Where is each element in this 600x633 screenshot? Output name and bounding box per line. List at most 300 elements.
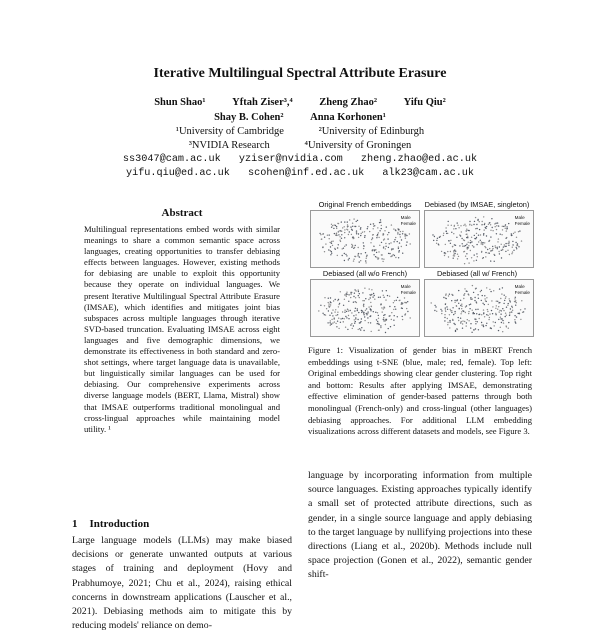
scatter-point	[473, 329, 474, 330]
scatter-point	[358, 237, 359, 238]
scatter-point	[358, 312, 359, 313]
scatter-point	[474, 300, 475, 301]
scatter-point	[440, 309, 441, 310]
scatter-point	[381, 242, 382, 243]
scatter-point	[505, 238, 506, 239]
scatter-point	[489, 248, 490, 249]
scatter-point	[363, 304, 364, 305]
scatter-point	[484, 242, 485, 243]
scatter-point	[383, 320, 384, 321]
scatter-point	[398, 257, 399, 258]
scatter-point	[447, 318, 448, 319]
scatter-point	[343, 321, 344, 322]
scatter-point	[487, 309, 488, 310]
tsne-panel	[424, 279, 534, 337]
author: Shay B. Cohen²	[214, 112, 284, 123]
scatter-point	[523, 311, 524, 312]
scatter-point	[340, 318, 341, 319]
scatter-point	[387, 234, 388, 235]
scatter-point	[500, 298, 501, 299]
scatter-point	[346, 296, 347, 297]
scatter-point	[327, 235, 328, 236]
scatter-point	[378, 251, 379, 252]
scatter-point	[489, 222, 490, 223]
scatter-point	[495, 313, 496, 314]
scatter-point	[470, 240, 471, 241]
scatter-point	[503, 310, 504, 311]
scatter-point	[499, 288, 500, 289]
scatter-point	[410, 243, 411, 244]
scatter-point	[377, 312, 378, 313]
scatter-point	[511, 233, 512, 234]
scatter-point	[486, 297, 487, 298]
scatter-point	[434, 310, 435, 311]
scatter-point	[406, 245, 407, 246]
scatter-point	[366, 313, 367, 314]
scatter-point	[508, 322, 509, 323]
scatter-point	[494, 261, 495, 262]
scatter-point	[351, 234, 352, 235]
scatter-point	[318, 310, 319, 311]
scatter-point	[467, 247, 468, 248]
scatter-point	[319, 233, 320, 234]
scatter-point	[469, 304, 470, 305]
scatter-point	[328, 303, 329, 304]
scatter-point	[454, 302, 455, 303]
scatter-point	[461, 321, 462, 322]
scatter-point	[473, 246, 474, 247]
scatter-point	[485, 325, 486, 326]
scatter-point	[390, 256, 391, 257]
scatter-point	[472, 285, 473, 286]
scatter-point	[473, 292, 474, 293]
scatter-point	[329, 242, 330, 243]
scatter-point	[324, 251, 325, 252]
scatter-point	[384, 307, 385, 308]
scatter-point	[474, 221, 475, 222]
scatter-point	[465, 245, 466, 246]
scatter-point	[515, 242, 516, 243]
scatter-point	[474, 235, 475, 236]
scatter-point	[350, 310, 351, 311]
scatter-point	[404, 314, 405, 315]
scatter-point	[343, 248, 344, 249]
scatter-point	[347, 309, 348, 310]
scatter-point	[481, 324, 482, 325]
scatter-point	[367, 311, 368, 312]
scatter-point	[335, 235, 336, 236]
scatter-point	[332, 309, 333, 310]
scatter-point	[398, 246, 399, 247]
scatter-point	[505, 313, 506, 314]
scatter-point	[376, 252, 377, 253]
scatter-point	[363, 306, 364, 307]
scatter-point	[479, 314, 480, 315]
scatter-point	[462, 328, 463, 329]
scatter-point	[502, 308, 503, 309]
scatter-point	[381, 228, 382, 229]
introduction-text-col2: language by incorporating information from multiple source languages. Existing approaches typically identify a small set of protected attribute directions, such as gender, in a single source language and apply debiasing to the target language by nullifying projections into these directions (Liang et al., 2020b). Methods include null space projection (Gonen et al., 2022), semantic gender shift-	[308, 470, 533, 581]
scatter-point	[467, 319, 468, 320]
scatter-point	[355, 290, 356, 291]
scatter-point	[516, 247, 517, 248]
scatter-point	[336, 326, 337, 327]
scatter-point	[362, 300, 363, 301]
scatter-point	[348, 315, 349, 316]
scatter-point	[483, 326, 484, 327]
scatter-point	[516, 237, 517, 238]
scatter-point	[498, 330, 499, 331]
scatter-point	[510, 308, 511, 309]
scatter-point	[380, 297, 381, 298]
section-heading-introduction	[72, 518, 149, 530]
scatter-point	[475, 217, 476, 218]
scatter-point	[451, 225, 452, 226]
scatter-point	[483, 233, 484, 234]
scatter-point	[464, 288, 465, 289]
scatter-point	[363, 242, 364, 243]
scatter-point	[389, 253, 390, 254]
scatter-point	[453, 314, 454, 315]
scatter-point	[347, 221, 348, 222]
scatter-point	[363, 245, 364, 246]
scatter-point	[472, 310, 473, 311]
scatter-point	[400, 236, 401, 237]
scatter-point	[463, 311, 464, 312]
scatter-point	[359, 256, 360, 257]
abstract-heading: Abstract	[161, 207, 203, 219]
scatter-point	[467, 236, 468, 237]
scatter-point	[484, 316, 485, 317]
scatter-point	[458, 290, 459, 291]
scatter-point	[463, 294, 464, 295]
scatter-point	[367, 228, 368, 229]
scatter-point	[481, 243, 482, 244]
scatter-point	[458, 256, 459, 257]
scatter-point	[454, 300, 455, 301]
scatter-point	[444, 314, 445, 315]
scatter-point	[353, 260, 354, 261]
scatter-point	[455, 245, 456, 246]
scatter-point	[459, 308, 460, 309]
scatter-point	[474, 254, 475, 255]
scatter-point	[331, 312, 332, 313]
scatter-point	[345, 294, 346, 295]
scatter-point	[335, 249, 336, 250]
scatter-point	[492, 313, 493, 314]
scatter-point	[324, 314, 325, 315]
scatter-point	[495, 245, 496, 246]
scatter-point	[380, 219, 381, 220]
scatter-point	[452, 319, 453, 320]
scatter-point	[369, 294, 370, 295]
scatter-point	[346, 292, 347, 293]
scatter-point	[476, 301, 477, 302]
scatter-point	[501, 293, 502, 294]
scatter-point	[358, 254, 359, 255]
scatter-point	[335, 299, 336, 300]
scatter-point	[467, 230, 468, 231]
scatter-point	[496, 305, 497, 306]
scatter-point	[358, 295, 359, 296]
scatter-point	[464, 321, 465, 322]
scatter-point	[404, 297, 405, 298]
scatter-point	[453, 255, 454, 256]
scatter-point	[345, 327, 346, 328]
scatter-point	[371, 331, 372, 332]
scatter-point	[460, 300, 461, 301]
scatter-point	[335, 323, 336, 324]
scatter-point	[498, 238, 499, 239]
scatter-point	[449, 294, 450, 295]
scatter-point	[448, 256, 449, 257]
scatter-point	[353, 218, 354, 219]
scatter-point	[379, 222, 380, 223]
scatter-point	[330, 304, 331, 305]
scatter-point	[447, 322, 448, 323]
scatter-point	[332, 225, 333, 226]
scatter-point	[365, 310, 366, 311]
scatter-point	[445, 304, 446, 305]
scatter-point	[473, 224, 474, 225]
scatter-point	[328, 310, 329, 311]
scatter-point	[482, 303, 483, 304]
panel-legend: Male Female	[400, 284, 416, 295]
scatter-point	[503, 226, 504, 227]
scatter-point	[444, 320, 445, 321]
scatter-point	[488, 252, 489, 253]
scatter-point	[338, 223, 339, 224]
scatter-point	[461, 231, 462, 232]
scatter-point	[457, 329, 458, 330]
scatter-point	[445, 244, 446, 245]
scatter-point	[382, 261, 383, 262]
scatter-point	[376, 257, 377, 258]
scatter-point	[339, 236, 340, 237]
scatter-point	[338, 299, 339, 300]
scatter-point	[487, 315, 488, 316]
scatter-point	[342, 318, 343, 319]
scatter-point	[466, 229, 467, 230]
emails-row-1	[0, 154, 600, 165]
scatter-point	[479, 221, 480, 222]
scatter-point	[357, 310, 358, 311]
scatter-point	[371, 289, 372, 290]
scatter-point	[339, 240, 340, 241]
panel-title: Debiased (all w/ French)	[436, 269, 518, 278]
email: yifu.qiu@ed.ac.uk	[125, 168, 230, 179]
scatter-point	[344, 237, 345, 238]
scatter-point	[465, 256, 466, 257]
scatter-point	[397, 233, 398, 234]
scatter-point	[342, 255, 343, 256]
scatter-point	[358, 289, 359, 290]
scatter-point	[460, 318, 461, 319]
scatter-point	[370, 297, 371, 298]
scatter-point	[443, 235, 444, 236]
scatter-point	[445, 253, 446, 254]
scatter-point	[353, 248, 354, 249]
scatter-point	[338, 231, 339, 232]
scatter-point	[370, 224, 371, 225]
scatter-point	[488, 319, 489, 320]
author: Yifu Qiu²	[403, 97, 446, 108]
scatter-point	[407, 311, 408, 312]
scatter-point	[374, 250, 375, 251]
scatter-point	[492, 227, 493, 228]
scatter-point	[495, 322, 496, 323]
scatter-point	[391, 249, 392, 250]
scatter-point	[334, 318, 335, 319]
scatter-point	[377, 323, 378, 324]
scatter-point	[331, 227, 332, 228]
scatter-point	[480, 291, 481, 292]
scatter-point	[515, 322, 516, 323]
panel-legend: Male Female	[400, 215, 416, 226]
scatter-point	[486, 287, 487, 288]
scatter-point	[346, 229, 347, 230]
scatter-point	[325, 243, 326, 244]
scatter-point	[483, 325, 484, 326]
scatter-point	[402, 233, 403, 234]
scatter-point	[390, 326, 391, 327]
scatter-point	[346, 293, 347, 294]
scatter-point	[373, 254, 374, 255]
scatter-point	[466, 322, 467, 323]
scatter-point	[484, 295, 485, 296]
scatter-point	[364, 237, 365, 238]
scatter-point	[344, 221, 345, 222]
scatter-point	[344, 299, 345, 300]
scatter-point	[448, 295, 449, 296]
scatter-point	[483, 234, 484, 235]
scatter-point	[476, 224, 477, 225]
scatter-point	[360, 260, 361, 261]
scatter-point	[484, 298, 485, 299]
scatter-point	[386, 290, 387, 291]
scatter-point	[501, 322, 502, 323]
scatter-point	[477, 256, 478, 257]
scatter-point	[508, 328, 509, 329]
scatter-point	[349, 231, 350, 232]
scatter-point	[484, 224, 485, 225]
scatter-point	[501, 244, 502, 245]
scatter-point	[374, 299, 375, 300]
scatter-point	[344, 294, 345, 295]
scatter-point	[394, 239, 395, 240]
scatter-point	[512, 307, 513, 308]
scatter-point	[385, 320, 386, 321]
scatter-point	[338, 318, 339, 319]
scatter-point	[485, 227, 486, 228]
scatter-point	[328, 249, 329, 250]
scatter-point	[476, 237, 477, 238]
scatter-point	[461, 238, 462, 239]
email: alk23@cam.ac.uk	[382, 168, 475, 179]
scatter-point	[324, 305, 325, 306]
scatter-point	[461, 304, 462, 305]
scatter-point	[515, 297, 516, 298]
scatter-point	[489, 289, 490, 290]
scatter-point	[351, 323, 352, 324]
scatter-point	[360, 253, 361, 254]
scatter-point	[451, 312, 452, 313]
scatter-point	[475, 328, 476, 329]
scatter-point	[475, 321, 476, 322]
scatter-point	[466, 230, 467, 231]
scatter-point	[520, 309, 521, 310]
scatter-point	[506, 226, 507, 227]
scatter-point	[497, 309, 498, 310]
scatter-point	[457, 222, 458, 223]
scatter-point	[512, 310, 513, 311]
scatter-point	[450, 251, 451, 252]
scatter-point	[500, 327, 501, 328]
scatter-point	[342, 311, 343, 312]
scatter-point	[405, 235, 406, 236]
scatter-point	[379, 245, 380, 246]
scatter-point	[341, 221, 342, 222]
scatter-point	[402, 253, 403, 254]
scatter-point	[463, 298, 464, 299]
scatter-point	[334, 233, 335, 234]
scatter-point	[469, 224, 470, 225]
scatter-point	[354, 310, 355, 311]
scatter-point	[389, 315, 390, 316]
scatter-point	[453, 233, 454, 234]
scatter-point	[379, 230, 380, 231]
scatter-point	[395, 257, 396, 258]
authors-row-1	[0, 97, 600, 108]
scatter-point	[383, 319, 384, 320]
scatter-point	[515, 300, 516, 301]
scatter-point	[402, 231, 403, 232]
scatter-point	[444, 317, 445, 318]
scatter-point	[395, 237, 396, 238]
scatter-point	[377, 227, 378, 228]
scatter-point	[510, 301, 511, 302]
scatter-point	[397, 241, 398, 242]
scatter-point	[406, 235, 407, 236]
scatter-point	[461, 311, 462, 312]
scatter-point	[373, 223, 374, 224]
scatter-point	[504, 244, 505, 245]
scatter-point	[505, 228, 506, 229]
scatter-point	[480, 240, 481, 241]
scatter-point	[356, 221, 357, 222]
scatter-point	[490, 224, 491, 225]
scatter-point	[361, 312, 362, 313]
scatter-point	[353, 325, 354, 326]
scatter-point	[362, 310, 363, 311]
scatter-point	[352, 328, 353, 329]
scatter-point	[499, 302, 500, 303]
scatter-point	[387, 238, 388, 239]
scatter-point	[406, 241, 407, 242]
scatter-point	[358, 226, 359, 227]
author: Anna Korhonen¹	[310, 112, 386, 123]
scatter-point	[462, 323, 463, 324]
scatter-point	[478, 235, 479, 236]
scatter-point	[474, 297, 475, 298]
scatter-point	[350, 293, 351, 294]
scatter-point	[492, 246, 493, 247]
scatter-point	[488, 224, 489, 225]
scatter-point	[363, 248, 364, 249]
scatter-point	[385, 332, 386, 333]
scatter-point	[344, 232, 345, 233]
scatter-point	[393, 320, 394, 321]
